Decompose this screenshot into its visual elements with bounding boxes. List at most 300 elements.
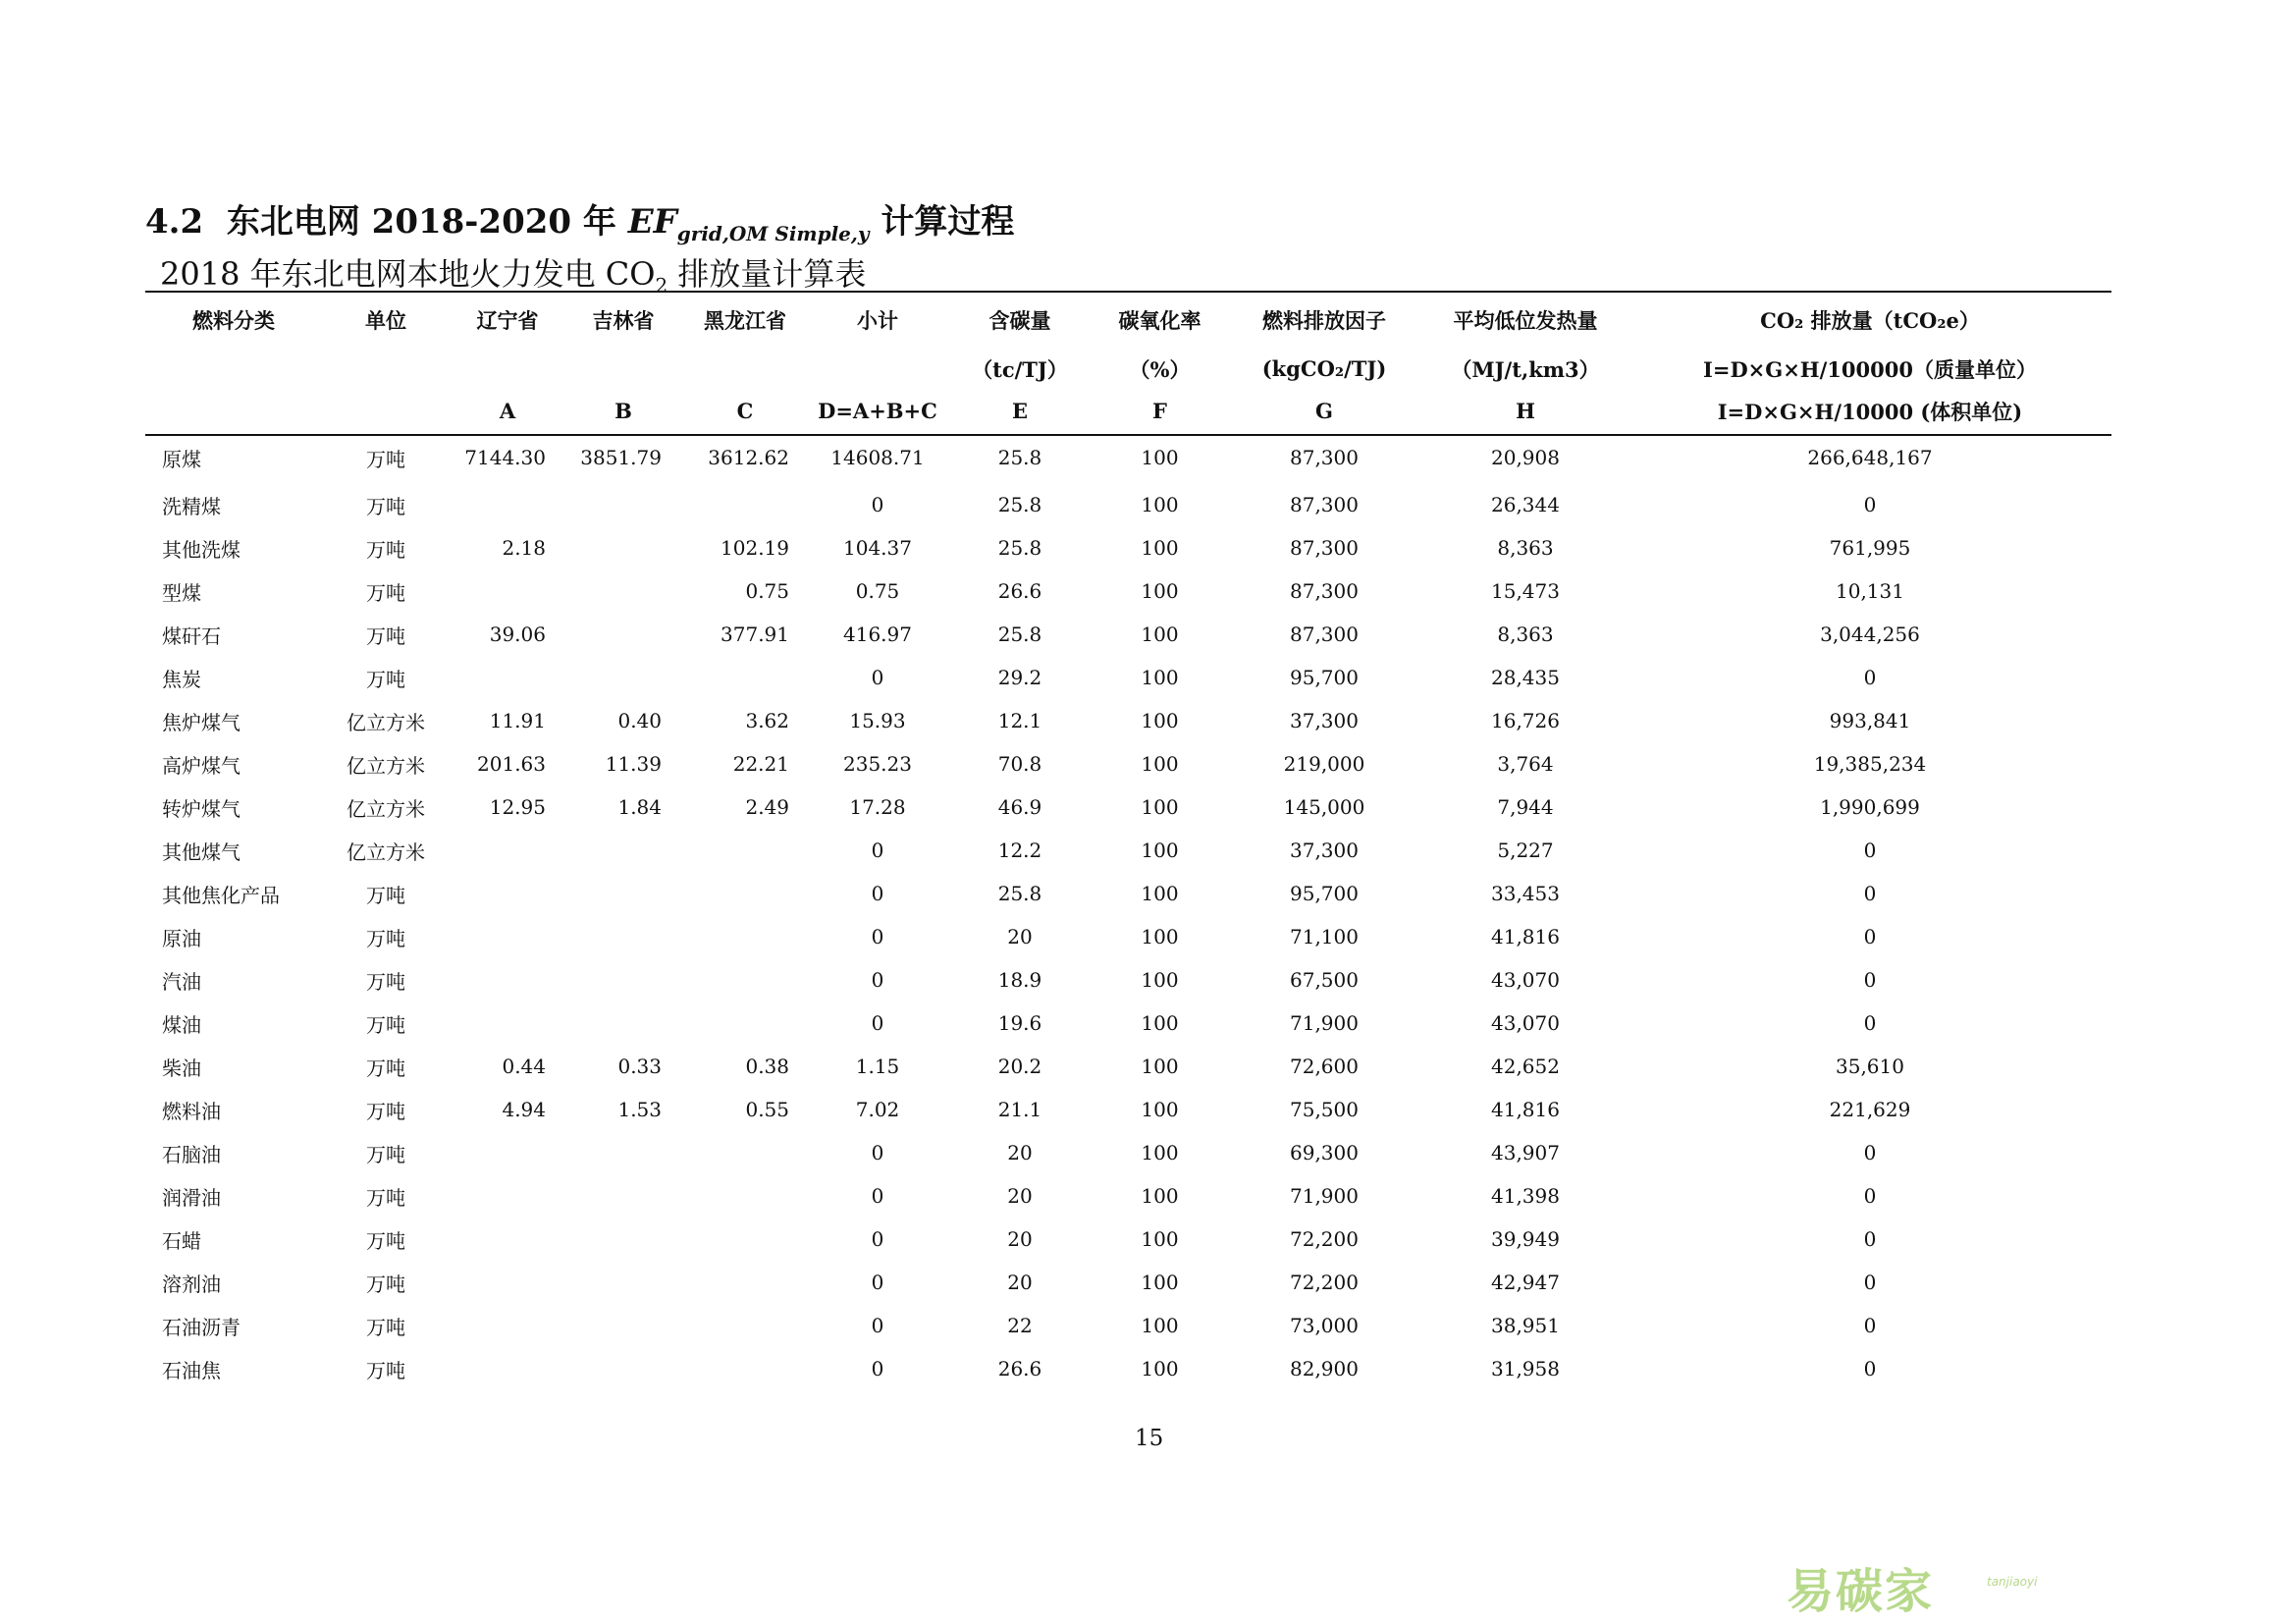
table-cell [565, 656, 681, 699]
table-cell: 72,600 [1290, 1055, 1359, 1078]
table-cell: 100 [1141, 709, 1179, 732]
table-cell: 10,131 [1836, 579, 1904, 603]
table-cell: 20 [1007, 1184, 1033, 1208]
table-cell [565, 872, 681, 915]
table-cell: 20 [1007, 1271, 1033, 1294]
watermark-text: 易碳家 [1787, 1564, 1935, 1619]
table-cell: 2.49 [745, 795, 789, 819]
table-cell: 0 [1863, 882, 1877, 905]
table-cell: 万吨 [366, 447, 405, 471]
header-cell: （MJ/t,km3） [1451, 356, 1600, 382]
table-cell: 万吨 [366, 1056, 405, 1080]
header-cell: B [614, 399, 632, 423]
table-cell: 20 [1007, 925, 1033, 948]
table-cell: 3,764 [1497, 752, 1554, 776]
table-cell: 万吨 [366, 1315, 405, 1339]
table-cell: 100 [1141, 1055, 1179, 1078]
table-cell: 0 [871, 1184, 884, 1208]
table-cell: 100 [1141, 1227, 1179, 1251]
table-cell: 37,300 [1290, 709, 1359, 732]
table-cell: 100 [1141, 968, 1179, 992]
table-cell [681, 1347, 809, 1390]
table-cell: 41,816 [1491, 1098, 1560, 1121]
table-cell: 0.44 [502, 1055, 546, 1078]
table-cell: 43,070 [1491, 968, 1560, 992]
table-cell [681, 958, 809, 1001]
table-cell: 75,500 [1290, 1098, 1359, 1121]
table-cell [681, 656, 809, 699]
table-cell: 0 [1863, 968, 1877, 992]
header-cell: F [1152, 399, 1167, 423]
table-row [145, 1001, 2111, 1045]
table-cell: 万吨 [366, 1012, 405, 1037]
table-row [145, 1304, 2111, 1347]
table-row [145, 742, 2111, 785]
table-cell: 石油焦 [162, 1358, 221, 1382]
table-cell: 100 [1141, 925, 1179, 948]
table-cell [565, 1174, 681, 1218]
table-cell: 0 [871, 1271, 884, 1294]
table-cell [681, 1001, 809, 1045]
table-cell: 100 [1141, 579, 1179, 603]
table-cell: 万吨 [366, 1358, 405, 1382]
table-cell [450, 1174, 565, 1218]
table-cell: 0 [871, 925, 884, 948]
table-cell: 38,951 [1491, 1314, 1560, 1337]
table-cell: 71,900 [1290, 1011, 1359, 1035]
table-cell: 100 [1141, 1184, 1179, 1208]
section-heading [145, 194, 1014, 245]
table-cell: 100 [1141, 795, 1179, 819]
header-cell: 平均低位发热量 [1453, 308, 1598, 333]
table-cell: 亿立方米 [347, 796, 425, 821]
table-cell [450, 872, 565, 915]
table-cell: 72,200 [1290, 1271, 1359, 1294]
table-cell: 35,610 [1836, 1055, 1904, 1078]
table-cell: 69,300 [1290, 1141, 1359, 1164]
table-cell: 11.91 [489, 709, 546, 732]
table-cell: 1,990,699 [1820, 795, 1920, 819]
header-cell: 碳氧化率 [1118, 308, 1201, 333]
table-cell: 3.62 [745, 709, 789, 732]
table-cell: 31,958 [1491, 1357, 1560, 1380]
table-cell: 100 [1141, 1357, 1179, 1380]
table-cell: 7.02 [855, 1098, 900, 1121]
table-cell [681, 483, 809, 526]
table-cell: 100 [1141, 839, 1179, 862]
header-cell: C [736, 399, 754, 423]
table-cell: 洗精煤 [162, 494, 221, 518]
table-cell: 100 [1141, 493, 1179, 516]
table-cell: 14608.71 [830, 446, 925, 469]
table-cell: 95,700 [1290, 666, 1359, 689]
table-cell [565, 1304, 681, 1347]
table-cell: 亿立方米 [347, 839, 425, 864]
table-cell: 0 [871, 1011, 884, 1035]
table-cell [450, 1304, 565, 1347]
caption-after: 排放量计算表 [667, 255, 867, 293]
table-cell: 0 [871, 666, 884, 689]
table-cell: 20,908 [1491, 446, 1560, 469]
table-cell: 100 [1141, 623, 1179, 646]
table-cell: 71,100 [1290, 925, 1359, 948]
table-cell: 18.9 [997, 968, 1042, 992]
table-cell: 100 [1141, 1011, 1179, 1035]
table-cell: 25.8 [997, 882, 1042, 905]
table-cell: 0 [1863, 839, 1877, 862]
caption-before: 2018 年东北电网本地火力发电 CO [160, 255, 656, 293]
table-cell: 100 [1141, 882, 1179, 905]
table-cell [450, 656, 565, 699]
table-row [145, 1088, 2111, 1131]
table-cell: 100 [1141, 1271, 1179, 1294]
table-cell [565, 526, 681, 569]
table-cell [681, 872, 809, 915]
table-cell: 201.63 [477, 752, 546, 776]
table-cell [565, 829, 681, 872]
table-cell [681, 1131, 809, 1174]
table-cell: 416.97 [843, 623, 912, 646]
header-cell: D=A+B+C [818, 399, 937, 423]
ef-symbol: EF [627, 202, 677, 242]
table-cell: 102.19 [721, 536, 789, 560]
table-cell: 焦炉煤气 [162, 710, 240, 734]
table-cell: 0.55 [745, 1098, 789, 1121]
table-cell: 19.6 [997, 1011, 1042, 1035]
table-cell [450, 1347, 565, 1390]
section-title-suffix: 计算过程 [881, 202, 1015, 242]
table-cell: 100 [1141, 446, 1179, 469]
header-cell: CO₂ 排放量（tCO₂e） [1760, 308, 1980, 333]
table-cell: 润滑油 [162, 1185, 221, 1210]
table-cell [565, 1001, 681, 1045]
table-header [145, 293, 2111, 432]
table-row [145, 1218, 2111, 1261]
table-cell [450, 483, 565, 526]
table-row [145, 699, 2111, 742]
table-cell: 761,995 [1829, 536, 1911, 560]
table-cell: 266,648,167 [1807, 446, 1933, 469]
table-cell: 12.1 [997, 709, 1042, 732]
table-cell: 万吨 [366, 667, 405, 691]
table-cell: 溶剂油 [162, 1272, 221, 1296]
table-cell: 33,453 [1491, 882, 1560, 905]
table-cell: 87,300 [1290, 446, 1359, 469]
header-cell: (kgCO₂/TJ) [1261, 356, 1387, 381]
table-cell: 2.18 [502, 536, 546, 560]
table-cell: 0 [1863, 1271, 1877, 1294]
table-cell [565, 1131, 681, 1174]
table-row [145, 483, 2111, 526]
table-cell: 0.75 [745, 579, 789, 603]
table-body [145, 432, 2111, 1390]
header-row [145, 293, 2111, 348]
table-cell: 汽油 [162, 969, 201, 994]
table-cell: 4.94 [502, 1098, 546, 1121]
emission-table [145, 293, 2111, 1390]
table-cell: 70.8 [997, 752, 1042, 776]
header-cell: H [1516, 399, 1535, 423]
header-cell: G [1315, 399, 1333, 423]
table-cell: 0 [871, 1314, 884, 1337]
table-cell: 25.8 [997, 623, 1042, 646]
table-cell [450, 1131, 565, 1174]
page-number: 15 [1135, 1426, 1164, 1451]
table-cell: 22.21 [732, 752, 789, 776]
table-cell [565, 915, 681, 958]
table-cell: 万吨 [366, 494, 405, 518]
table-cell: 22 [1007, 1314, 1033, 1337]
table-cell: 0 [1863, 666, 1877, 689]
table-cell: 82,900 [1290, 1357, 1359, 1380]
header-cell: 燃料排放因子 [1262, 308, 1386, 333]
table-cell: 3851.79 [580, 446, 662, 469]
watermark-logo [1787, 1553, 2081, 1619]
header-cell: 辽宁省 [476, 308, 539, 333]
table-cell: 993,841 [1829, 709, 1911, 732]
header-row [145, 390, 2111, 432]
table-row [145, 958, 2111, 1001]
table-cell: 100 [1141, 1141, 1179, 1164]
header-cell [322, 348, 450, 390]
table-cell [450, 829, 565, 872]
table-cell [450, 1218, 565, 1261]
table-row [145, 656, 2111, 699]
table-cell: 亿立方米 [347, 753, 425, 778]
table-cell: 5,227 [1497, 839, 1554, 862]
table-cell: 0 [871, 839, 884, 862]
table-cell: 42,947 [1491, 1271, 1560, 1294]
table-cell: 26.6 [997, 1357, 1042, 1380]
table-cell: 万吨 [366, 883, 405, 907]
table-cell: 145,000 [1283, 795, 1365, 819]
header-cell [809, 348, 946, 390]
table-cell: 万吨 [366, 1099, 405, 1123]
table-cell: 42,652 [1491, 1055, 1560, 1078]
header-cell [450, 348, 565, 390]
table-cell: 87,300 [1290, 623, 1359, 646]
header-cell: 单位 [365, 308, 406, 333]
table-row [145, 915, 2111, 958]
table-cell: 1.84 [617, 795, 662, 819]
table-cell: 100 [1141, 752, 1179, 776]
table-cell: 15.93 [849, 709, 906, 732]
table-cell: 104.37 [843, 536, 912, 560]
table-cell: 亿立方米 [347, 710, 425, 734]
header-cell [565, 348, 681, 390]
table-cell: 26,344 [1491, 493, 1560, 516]
table-row [145, 526, 2111, 569]
header-cell: 小计 [857, 308, 898, 333]
table-cell: 万吨 [366, 623, 405, 648]
table-cell: 25.8 [997, 493, 1042, 516]
table-cell: 87,300 [1290, 493, 1359, 516]
caption-subscript: 2 [655, 273, 668, 298]
header-cell: I=D×G×H/10000 (体积单位) [1717, 399, 2023, 424]
table-cell [450, 1001, 565, 1045]
table-cell: 43,907 [1491, 1141, 1560, 1164]
table-cell: 0 [1863, 1011, 1877, 1035]
table-cell: 0 [1863, 493, 1877, 516]
table-cell: 0 [871, 882, 884, 905]
header-cell: A [499, 399, 516, 423]
header-row [145, 348, 2111, 390]
table-cell: 12.2 [997, 839, 1042, 862]
table-cell: 0.40 [617, 709, 662, 732]
table-cell: 万吨 [366, 1142, 405, 1166]
table-cell: 高炉煤气 [162, 753, 240, 778]
table-cell: 万吨 [366, 537, 405, 562]
table-cell: 41,398 [1491, 1184, 1560, 1208]
table-cell: 万吨 [366, 926, 405, 950]
table-row [145, 1347, 2111, 1390]
section-title-prefix: 东北电网 2018-2020 年 [226, 202, 616, 242]
header-cell [145, 348, 322, 390]
table-row [145, 1045, 2111, 1088]
table-cell: 87,300 [1290, 536, 1359, 560]
table-cell: 0 [871, 1227, 884, 1251]
table-cell: 3612.62 [708, 446, 789, 469]
table-row [145, 613, 2111, 656]
table-cell: 3,044,256 [1820, 623, 1920, 646]
table-cell: 万吨 [366, 1272, 405, 1296]
table-cell [450, 915, 565, 958]
table-cell: 其他煤气 [162, 839, 240, 864]
header-cell: 吉林省 [592, 308, 655, 333]
table-cell: 100 [1141, 536, 1179, 560]
table-cell: 221,629 [1829, 1098, 1911, 1121]
table-row [145, 1131, 2111, 1174]
watermark-subtext: tanjiaoyi [1987, 1575, 2038, 1589]
table-cell: 26.6 [997, 579, 1042, 603]
table-cell: 0 [1863, 1184, 1877, 1208]
table-cell: 100 [1141, 1314, 1179, 1337]
table-cell: 石蜡 [162, 1228, 201, 1253]
header-cell: I=D×G×H/100000（质量单位） [1703, 356, 2037, 382]
table-cell: 石脑油 [162, 1142, 221, 1166]
header-cell [681, 348, 809, 390]
table-cell: 柴油 [162, 1056, 201, 1080]
table-cell: 43,070 [1491, 1011, 1560, 1035]
table-cell [565, 569, 681, 613]
table-cell: 煤矸石 [162, 623, 221, 648]
table-cell: 28,435 [1491, 666, 1560, 689]
header-cell [145, 390, 322, 432]
table-cell: 73,000 [1290, 1314, 1359, 1337]
table-row [145, 785, 2111, 829]
table-cell [565, 613, 681, 656]
table-cell: 0 [1863, 1357, 1877, 1380]
table-cell: 87,300 [1290, 579, 1359, 603]
table-cell [565, 1347, 681, 1390]
table-cell [681, 1174, 809, 1218]
table-cell: 0 [1863, 1141, 1877, 1164]
table-cell: 7,944 [1497, 795, 1554, 819]
table-cell: 25.8 [997, 536, 1042, 560]
header-cell: （tc/TJ） [972, 356, 1068, 382]
header-cell: 黑龙江省 [704, 308, 786, 333]
table-cell: 46.9 [997, 795, 1042, 819]
table-cell: 235.23 [843, 752, 912, 776]
table-cell: 20 [1007, 1141, 1033, 1164]
table-cell: 0 [871, 493, 884, 516]
table-cell: 29.2 [997, 666, 1042, 689]
table-cell: 1.53 [617, 1098, 662, 1121]
table-cell: 100 [1141, 1098, 1179, 1121]
table-cell [681, 1304, 809, 1347]
table-cell: 万吨 [366, 1185, 405, 1210]
table-cell: 石油沥青 [162, 1315, 240, 1339]
table-cell: 16,726 [1491, 709, 1560, 732]
table-cell: 37,300 [1290, 839, 1359, 862]
table-cell: 25.8 [997, 446, 1042, 469]
table-cell: 377.91 [721, 623, 789, 646]
table-cell: 8,363 [1497, 536, 1554, 560]
table-cell: 100 [1141, 666, 1179, 689]
table-cell: 41,816 [1491, 925, 1560, 948]
table-cell: 1.15 [855, 1055, 900, 1078]
table-cell: 39,949 [1491, 1227, 1560, 1251]
table-cell: 0.38 [745, 1055, 789, 1078]
header-cell: （%） [1129, 356, 1191, 382]
header-cell: E [1011, 399, 1028, 423]
table-row [145, 432, 2111, 483]
table-cell: 7144.30 [464, 446, 546, 469]
table-cell: 17.28 [849, 795, 906, 819]
header-cell [322, 390, 450, 432]
table-row [145, 1174, 2111, 1218]
table-cell: 其他洗煤 [162, 537, 240, 562]
table-cell: 0 [1863, 1314, 1877, 1337]
table-cell: 转炉煤气 [162, 796, 240, 821]
table-cell [565, 958, 681, 1001]
table-row [145, 872, 2111, 915]
table-row [145, 569, 2111, 613]
table-cell [565, 1261, 681, 1304]
table-cell: 11.39 [605, 752, 662, 776]
table-cell: 0 [871, 1357, 884, 1380]
table-cell [565, 1218, 681, 1261]
table-cell: 0 [1863, 925, 1877, 948]
table-cell: 71,900 [1290, 1184, 1359, 1208]
table-cell: 72,200 [1290, 1227, 1359, 1251]
table-cell [450, 569, 565, 613]
table-cell: 219,000 [1283, 752, 1365, 776]
table-cell: 万吨 [366, 1228, 405, 1253]
table-cell: 20.2 [997, 1055, 1042, 1078]
table-cell [681, 829, 809, 872]
header-cell: 燃料分类 [192, 308, 275, 333]
table-cell: 其他焦化产品 [162, 883, 280, 907]
table-cell: 燃料油 [162, 1099, 221, 1123]
table-cell [681, 915, 809, 958]
table-cell: 0.75 [855, 579, 900, 603]
table-cell: 67,500 [1290, 968, 1359, 992]
header-cell: 含碳量 [988, 308, 1051, 333]
table-cell: 19,385,234 [1813, 752, 1927, 776]
table-cell: 0 [871, 968, 884, 992]
table-cell: 15,473 [1491, 579, 1560, 603]
table-cell: 原煤 [162, 447, 201, 471]
table-cell [450, 958, 565, 1001]
table-cell: 12.95 [489, 795, 546, 819]
table-cell: 0.33 [617, 1055, 662, 1078]
table-cell: 煤油 [162, 1012, 201, 1037]
table-cell [681, 1261, 809, 1304]
table-cell: 8,363 [1497, 623, 1554, 646]
ef-subscript: grid,OM Simple,y [676, 221, 870, 245]
table-row [145, 829, 2111, 872]
